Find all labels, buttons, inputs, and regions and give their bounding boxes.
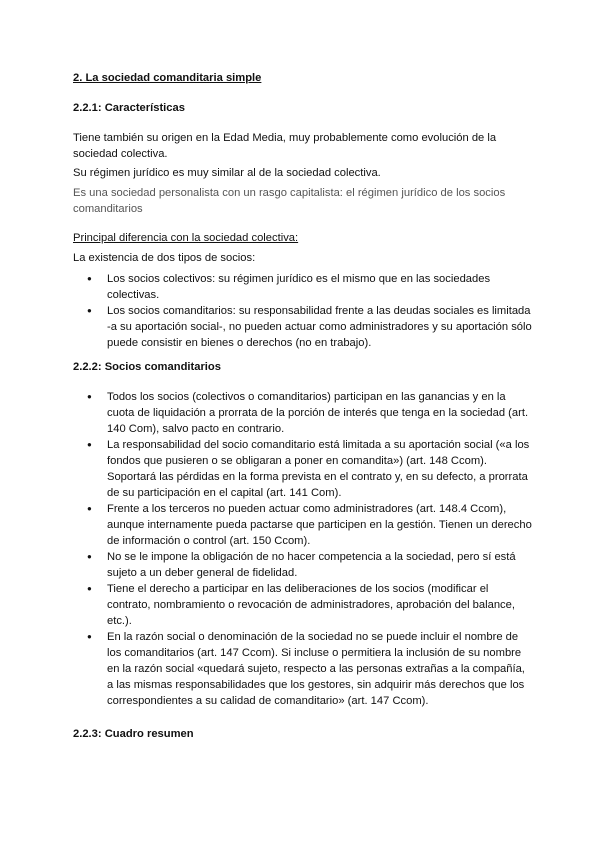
list-item: ● Todos los socios (colectivos o comanditarios) participan en las ganancias y en la cuota de liquidación a prorrata de la porción de interés que tenga en la sociedad (art. 140 Com), salvo pacto en contrario. — [73, 389, 533, 437]
list-item: ● Tiene el derecho a participar en las deliberaciones de los socios (modificar el contrato, nombramiento o revocación de administradores, aprobación del balance, etc.). — [73, 581, 533, 629]
heading-summary-table: 2.2.3: Cuadro resumen — [73, 728, 194, 740]
list-item: ● Frente a los terceros no pueden actuar como administradores (art. 148.4 Ccom), aunque internamente pueda pactarse que participen en la gestión. Tienen un derecho de información o control (art. 150 Ccom). — [73, 501, 533, 549]
paragraph-personalist: Es una sociedad personalista con un rasgo capitalista: el régimen jurídico de los socios comanditarios — [73, 187, 506, 215]
list-item: ● Los socios colectivos: su régimen jurídico es el mismo que en las sociedades colectivas. — [73, 271, 533, 303]
list-item: ● En la razón social o denominación de la sociedad no se puede incluir el nombre de los comanditarios (art. 147 Ccom). Si incluse o permitiera la inclusión de su nombre en la razón social «quedará sujeto, respecto a las personas extrañas a la compañía, a las mismas responsabilidades que los gestores, sin adquirir más derechos que los correspondientes a su calidad de comanditario» (art. 147 Ccom). — [73, 629, 533, 709]
limited-partners-list — [73, 389, 533, 709]
difference-intro: La existencia de dos tipos de socios: — [73, 252, 256, 264]
paragraph-regime: Su régimen jurídico es muy similar al de la sociedad colectiva. — [73, 167, 381, 179]
heading-characteristics: 2.2.1: Características — [73, 102, 185, 114]
partner-types-list — [73, 271, 533, 351]
list-item: ● Los socios comanditarios: su responsabilidad frente a las deudas sociales es limitada -a su aportación social-, no pueden actuar como administradores y su aportación sólo puede consistir en bienes o derechos (no en trabajo). — [73, 303, 533, 351]
list-item: ● La responsabilidad del socio comanditario está limitada a su aportación social («a los fondos que pusieren o se obligaran a poner en comandita») (art. 148 Ccom). Soportará las pérdidas en la forma prevista en el contrato y, en su defecto, a prorrata de su participación en el capital (art. 141 Com). — [73, 437, 533, 501]
difference-title: Principal diferencia con la sociedad colectiva: — [73, 232, 299, 244]
section-title: 2. La sociedad comanditaria simple — [73, 72, 262, 84]
list-item: ● No se le impone la obligación de no hacer competencia a la sociedad, pero sí está sujeto a un deber general de fidelidad. — [73, 549, 533, 581]
heading-limited-partners: 2.2.2: Socios comanditarios — [73, 361, 221, 373]
paragraph-origin: Tiene también su origen en la Edad Media, muy probablemente como evolución de la sociedad colectiva. — [73, 132, 497, 160]
